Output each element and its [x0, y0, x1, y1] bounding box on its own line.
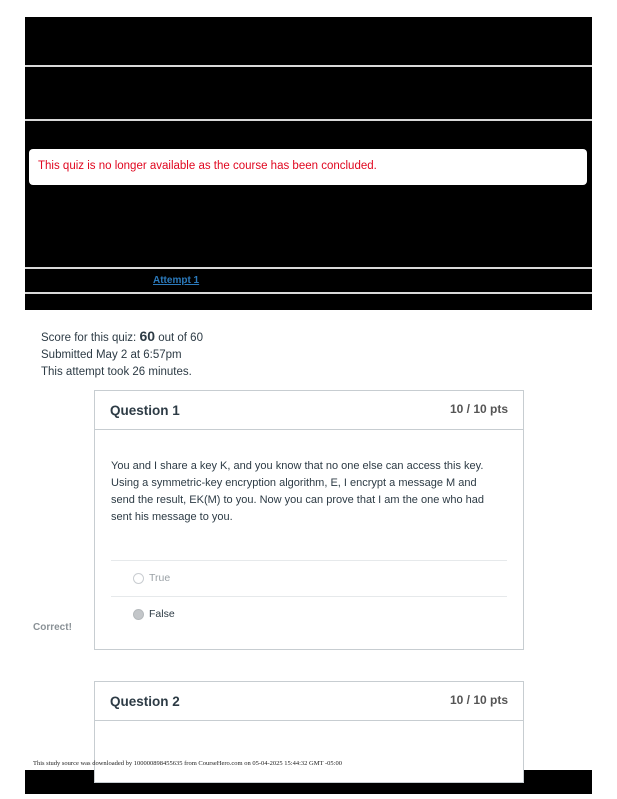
radio-checked-icon[interactable]	[133, 609, 144, 620]
question-header	[95, 391, 523, 430]
duration-line: This attempt took 26 minutes.	[41, 366, 192, 378]
answer-label: False	[149, 608, 175, 620]
attempt-link[interactable]: Attempt 1	[153, 275, 200, 286]
radio-unchecked-icon[interactable]	[133, 573, 144, 584]
quiz-summary	[41, 328, 203, 381]
score-line	[41, 328, 203, 347]
question-points: 10 / 10 pts	[449, 402, 508, 416]
divider	[25, 292, 592, 294]
download-footer-note: This study source was downloaded by 100000898455635 from CourseHero.com on 05-04-2025 15:44:32 GMT -05:00	[33, 760, 342, 767]
concluded-alert	[29, 149, 587, 185]
answer-false[interactable]	[111, 596, 507, 633]
score-suffix: out of 60	[155, 332, 203, 344]
question-title: Question 1	[110, 403, 180, 418]
divider	[25, 119, 592, 121]
submitted-line: Submitted May 2 at 6:57pm	[41, 349, 182, 361]
divider	[25, 267, 592, 269]
alert-message: This quiz is no longer available as the course has been concluded.	[38, 160, 377, 172]
question-text: You and I share a key K, and you know that no one else can access this key. Using a symmetric-key encryption algorithm, E, I encrypt a message M and send the result, EK(M) to you. Now you can prove that I am the one who had sent his message to you.	[111, 460, 484, 523]
correct-flag: Correct!	[33, 622, 72, 633]
score-value: 60	[139, 328, 156, 344]
answer-true[interactable]	[111, 560, 507, 597]
divider	[25, 65, 592, 67]
question-2	[94, 681, 524, 783]
question-header	[95, 682, 523, 721]
quiz-content	[25, 310, 592, 770]
quiz-page	[25, 17, 592, 794]
score-prefix: Score for this quiz:	[41, 332, 140, 344]
question-points: 10 / 10 pts	[449, 693, 508, 707]
question-title: Question 2	[110, 694, 180, 709]
question-1	[94, 390, 524, 650]
answer-label: True	[149, 572, 171, 584]
